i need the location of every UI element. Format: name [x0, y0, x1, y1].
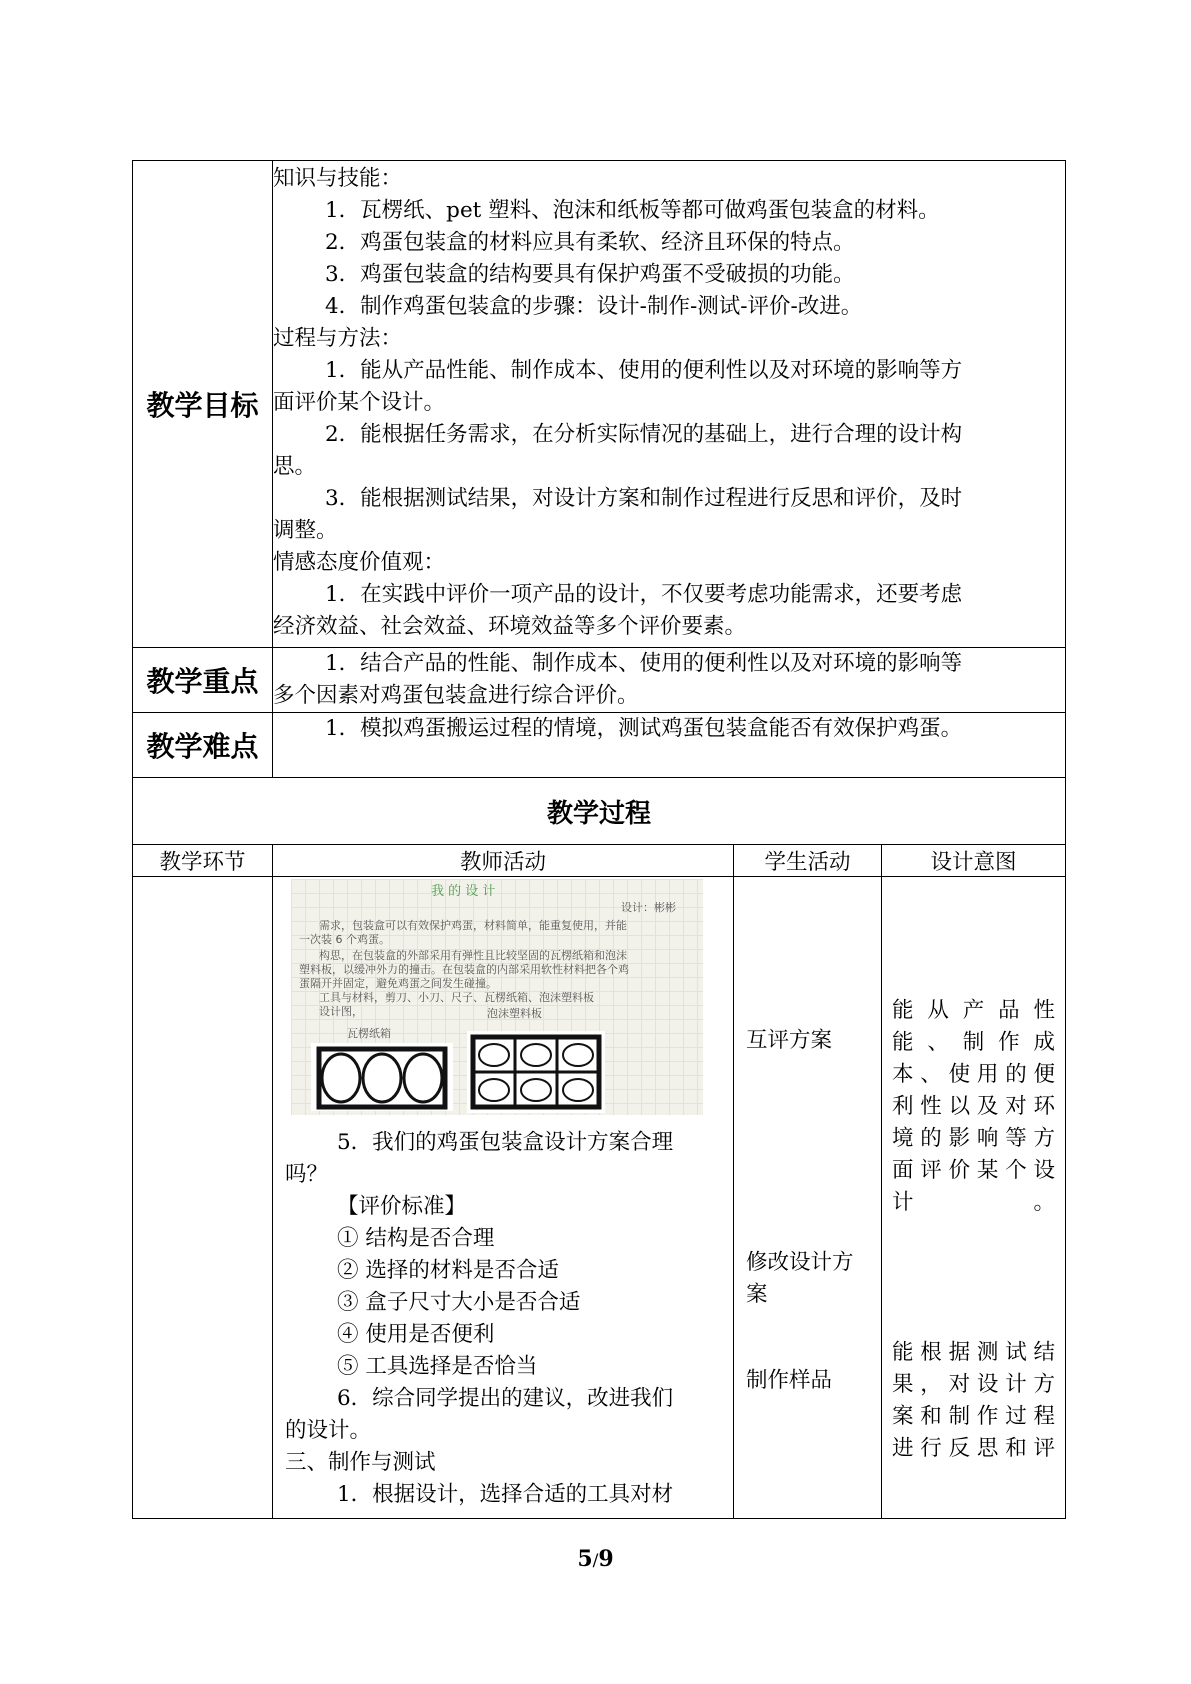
teacher-activity-line: 【评价标准】	[337, 1194, 467, 1219]
design-intent-line: 能、制作成	[892, 1030, 1055, 1055]
objectives-line: 经济效益、社会效益、环境效益等多个评价要素。	[273, 614, 747, 639]
corrugated-box-drawing	[311, 1043, 453, 1111]
teacher-activity-line: 三、制作与测试	[285, 1450, 436, 1475]
student-activity-revise-line: 修改设计方	[746, 1250, 854, 1275]
design-intent-reflect	[882, 1337, 1065, 1465]
objectives-line: 1．瓦楞纸、pet 塑料、泡沫和纸板等都可做鸡蛋包装盒的材料。	[325, 198, 940, 223]
design-image-line: 构思，在包装盒的外部采用有弹性且比较坚固的瓦楞纸箱和泡沫	[319, 949, 627, 962]
objectives-row	[133, 161, 1066, 648]
design-intent-line: 面评价某个设	[892, 1158, 1055, 1183]
key-points-label: 教学重点	[133, 648, 273, 713]
student-activity-revise-line: 案	[746, 1282, 768, 1307]
teacher-activity-line: 吗？	[285, 1162, 329, 1187]
design-intent-line: 果，对设计方	[892, 1372, 1055, 1397]
design-intent-evaluate	[882, 995, 1065, 1219]
objectives-line: 知识与技能：	[273, 166, 403, 191]
design-intent-cell	[882, 877, 1066, 1519]
key-points-line: 多个因素对鸡蛋包装盒进行综合评价。	[273, 683, 639, 708]
design-image-author: 设计：彬彬	[621, 901, 676, 914]
difficulties-content	[273, 713, 1066, 778]
design-intent-line: 能根据测试结	[892, 1340, 1055, 1365]
design-image-line: 塑料板，以缓冲外力的撞击。在包装盒的内部采用软性材料把各个鸡	[299, 963, 629, 976]
header-intent: 设计意图	[882, 845, 1066, 877]
objectives-line: 4．制作鸡蛋包装盒的步骤：设计-制作-测试-评价-改进。	[325, 294, 863, 319]
design-image	[291, 879, 703, 1115]
lesson-plan-table	[132, 160, 1066, 1519]
difficulties-label: 教学难点	[133, 713, 273, 778]
design-intent-line: 案和制作过程	[892, 1404, 1055, 1429]
teacher-activity-text	[273, 1127, 733, 1511]
objectives-line: 3．鸡蛋包装盒的结构要具有保护鸡蛋不受破损的功能。	[325, 262, 855, 287]
student-activity-peer-review: 互评方案	[746, 1028, 833, 1053]
objectives-line: 3．能根据测试结果，对设计方案和制作过程进行反思和评价，及时	[325, 486, 963, 511]
teacher-activity-line: ② 选择的材料是否合适	[337, 1258, 559, 1283]
process-content-row	[133, 877, 1066, 1519]
teacher-activity-line: ⑤ 工具选择是否恰当	[337, 1354, 538, 1379]
page-separator: /	[592, 1551, 599, 1571]
design-intent-line: 利性以及对环	[892, 1094, 1055, 1119]
key-points-content	[273, 648, 1066, 713]
objectives-content	[273, 161, 1066, 648]
teacher-activity-line: 1．根据设计，选择合适的工具对材	[337, 1482, 674, 1507]
teacher-activity-cell	[273, 877, 734, 1519]
design-image-line: 一次装 6 个鸡蛋。	[299, 933, 390, 946]
objectives-line: 2．能根据任务需求，在分析实际情况的基础上，进行合理的设计构	[325, 422, 963, 447]
page-number	[0, 1546, 1191, 1572]
objectives-line: 思。	[273, 454, 317, 479]
objectives-line: 1．能从产品性能、制作成本、使用的便利性以及对环境的影响等方	[325, 358, 963, 383]
process-header-row	[133, 845, 1066, 877]
objectives-line: 调整。	[273, 518, 338, 543]
objectives-line: 面评价某个设计。	[273, 390, 446, 415]
objectives-line: 过程与方法：	[273, 326, 403, 351]
teacher-activity-line: 6．综合同学提出的建议，改进我们	[337, 1386, 674, 1411]
objectives-line: 情感态度价值观：	[273, 550, 446, 575]
key-points-line: 1．结合产品的性能、制作成本、使用的便利性以及对环境的影响等	[325, 651, 963, 676]
header-stage: 教学环节	[133, 845, 273, 877]
header-student: 学生活动	[734, 845, 882, 877]
key-points-row	[133, 648, 1066, 713]
design-intent-line: 进行反思和评	[892, 1436, 1055, 1461]
design-image-line: 需求，包装盒可以有效保护鸡蛋，材料简单，能重复使用，并能	[319, 919, 627, 932]
process-title: 教学过程	[133, 778, 1066, 845]
design-image-line: 设计图，	[319, 1005, 363, 1018]
student-activity-cell	[734, 877, 882, 1519]
difficulties-line: 1．模拟鸡蛋搬运过程的情境，测试鸡蛋包装盒能否有效保护鸡蛋。	[325, 716, 963, 741]
teacher-activity-line: ③ 盒子尺寸大小是否合适	[337, 1290, 581, 1315]
design-intent-line: 计。	[892, 1190, 1055, 1215]
page-current: 5	[577, 1546, 593, 1572]
teacher-activity-line: ① 结构是否合理	[337, 1226, 495, 1251]
teacher-activity-line: 5．我们的鸡蛋包装盒设计方案合理	[337, 1130, 674, 1155]
page-total: 9	[598, 1546, 614, 1572]
difficulties-row	[133, 713, 1066, 778]
process-title-row	[133, 778, 1066, 845]
design-image-line: 工具与材料，剪刀、小刀、尺子、瓦楞纸箱、泡沫塑料板	[319, 991, 594, 1004]
teacher-activity-line: ④ 使用是否便利	[337, 1322, 495, 1347]
header-teacher: 教师活动	[273, 845, 734, 877]
teacher-activity-line: 的设计。	[285, 1418, 372, 1443]
design-intent-line: 本、使用的便	[892, 1062, 1055, 1087]
design-image-label-left: 瓦楞纸箱	[347, 1027, 391, 1040]
design-image-title: 我 的 设 计	[431, 884, 496, 899]
design-image-line: 蛋隔开并固定，避免鸡蛋之间发生碰撞。	[299, 977, 497, 990]
foam-board-drawing	[467, 1031, 605, 1113]
objectives-label: 教学目标	[133, 161, 273, 648]
objectives-line: 1．在实践中评价一项产品的设计，不仅要考虑功能需求，还要考虑	[325, 582, 963, 607]
design-image-label-right: 泡沫塑料板	[487, 1007, 542, 1020]
objectives-line: 2．鸡蛋包装盒的材料应具有柔软、经济且环保的特点。	[325, 230, 855, 255]
stage-cell	[133, 877, 273, 1519]
design-intent-line: 境的影响等方	[892, 1126, 1055, 1151]
student-activity-make-sample: 制作样品	[746, 1368, 833, 1393]
design-intent-line: 能从产品性	[892, 998, 1055, 1023]
